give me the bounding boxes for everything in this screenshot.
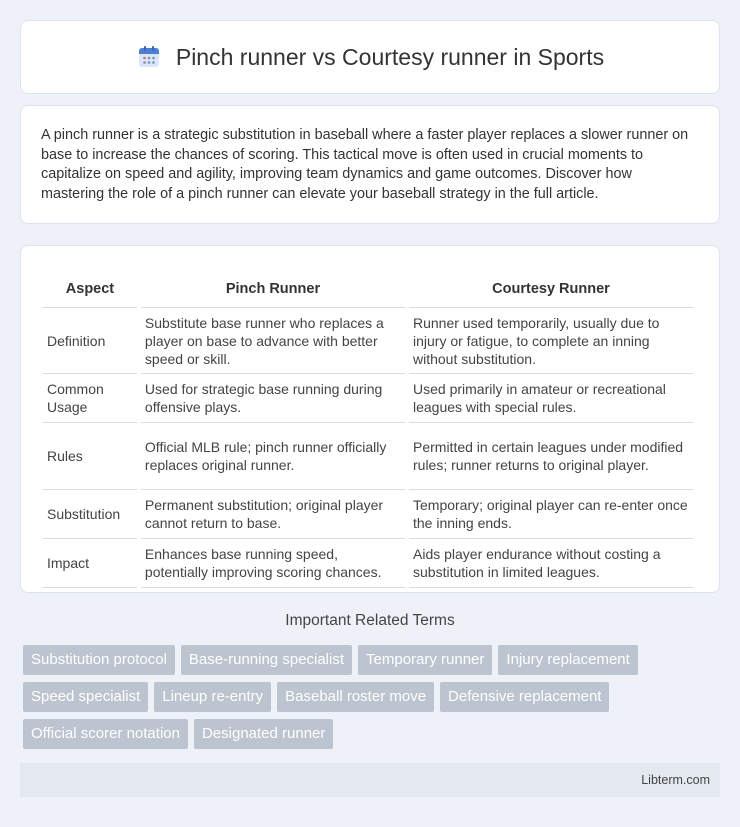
header-card	[20, 20, 720, 94]
related-term-tag[interactable]: Injury replacement	[498, 645, 637, 675]
footer-brand[interactable]: Libterm.com	[641, 773, 710, 787]
related-term-tag[interactable]: Substitution protocol	[23, 645, 175, 675]
page-title: Pinch runner vs Courtesy runner in Sports	[175, 43, 605, 70]
table-header-row	[43, 266, 693, 308]
row-pinch-runner: Substitute base runner who replaces a player on base to advance with better speed or skill.	[141, 308, 405, 374]
related-term-tag[interactable]: Defensive replacement	[440, 682, 609, 712]
related-term-tag[interactable]: Temporary runner	[358, 645, 492, 675]
row-aspect: Substitution	[43, 490, 137, 539]
table-row	[43, 539, 693, 588]
row-aspect: Rules	[43, 423, 137, 490]
row-pinch-runner: Enhances base running speed, potentially improving scoring chances.	[141, 539, 405, 588]
related-term-tag[interactable]: Official scorer notation	[23, 719, 188, 749]
header-pinch-runner: Pinch Runner	[141, 266, 405, 308]
header-courtesy-runner: Courtesy Runner	[409, 266, 693, 308]
row-pinch-runner: Official MLB rule; pinch runner officially replaces original runner.	[141, 423, 405, 490]
calendar-grid-icon	[136, 44, 162, 70]
header-aspect: Aspect	[43, 266, 137, 308]
related-term-tag[interactable]: Baseball roster move	[277, 682, 434, 712]
related-terms-list	[23, 645, 723, 749]
table-row	[43, 490, 693, 539]
row-pinch-runner: Used for strategic base running during offensive plays.	[141, 374, 405, 423]
row-courtesy-runner: Temporary; original player can re-enter once the inning ends.	[409, 490, 693, 539]
row-courtesy-runner: Runner used temporarily, usually due to injury or fatigue, to complete an inning without substitution.	[409, 308, 693, 374]
row-courtesy-runner: Permitted in certain leagues under modified rules; runner returns to original player.	[409, 423, 693, 490]
table-row	[43, 423, 693, 490]
row-courtesy-runner: Aids player endurance without costing a substitution in limited leagues.	[409, 539, 693, 588]
related-term-tag[interactable]: Designated runner	[194, 719, 333, 749]
intro-card	[20, 105, 720, 224]
table-row	[43, 374, 693, 423]
row-aspect: Definition	[43, 308, 137, 374]
comparison-table	[39, 266, 697, 588]
table-row	[43, 308, 693, 374]
row-pinch-runner: Permanent substitution; original player cannot return to base.	[141, 490, 405, 539]
row-courtesy-runner: Used primarily in amateur or recreational leagues with special rules.	[409, 374, 693, 423]
related-terms-title: Important Related Terms	[285, 612, 455, 629]
comparison-table-card	[20, 245, 720, 593]
row-aspect: Common Usage	[43, 374, 137, 423]
row-aspect: Impact	[43, 539, 137, 588]
related-term-tag[interactable]: Lineup re-entry	[154, 682, 271, 712]
related-term-tag[interactable]: Base-running specialist	[181, 645, 352, 675]
related-term-tag[interactable]: Speed specialist	[23, 682, 148, 712]
title-wrap	[136, 44, 604, 71]
intro-paragraph: A pinch runner is a strategic substitution in baseball where a faster player replaces a slower runner on base to increase the chances of scoring. This tactical move is often used in crucial moments to capitalize on speed and agility, improving team dynamics and game outcomes. Discover how mastering the role of a pinch runner can elevate your baseball strategy in the full article.	[41, 127, 689, 202]
footer	[20, 763, 720, 797]
